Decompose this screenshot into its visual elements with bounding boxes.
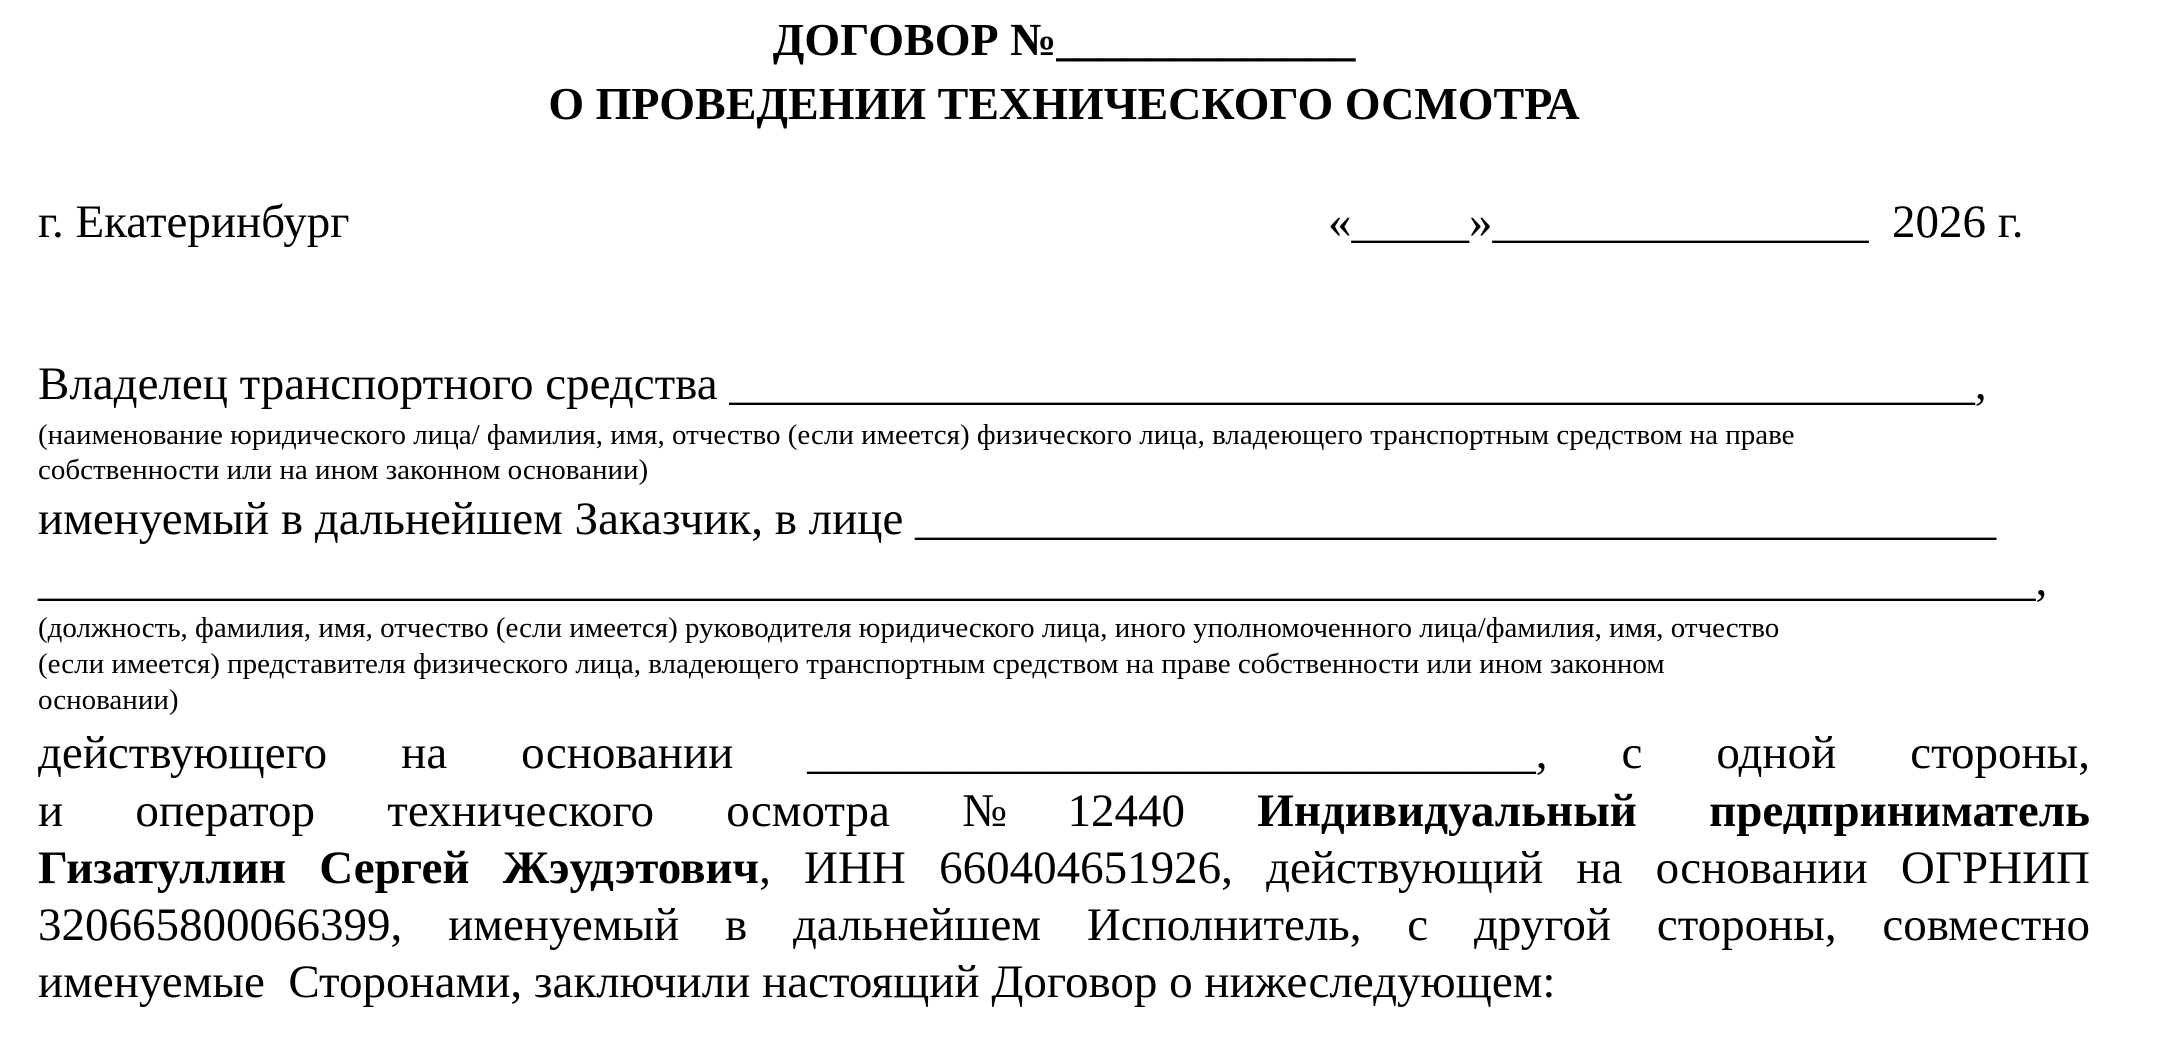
contract-subject-line: О ПРОВЕДЕНИИ ТЕХНИЧЕСКОГО ОСМОТРА [548,78,1580,129]
representative-fill-blank: _____________________________________________________________________________________ [38,554,2036,606]
customer-line [38,491,1996,547]
representative-comma: , [2035,554,2048,606]
basis-line [38,725,2090,781]
basis-suffix: , с одной стороны, [1535,727,2090,779]
operator-ogrnip-line: 320665800066399, именуемый в дальнейшем Исполнитель, с другой стороны, совместно [38,899,2090,951]
basis-fill-blank: _______________________________ [807,727,1536,779]
closing-line: именуемые Сторонами, заключили настоящий Договор о нижеследующем: [38,956,1556,1008]
contract-number-prefix: ДОГОВОР № [772,14,1057,65]
operator-inn: , ИНН 660404651926, действующий на основании ОГРНИП [759,842,2090,894]
operator-line [38,783,2090,839]
operator-name-line [38,840,2090,896]
contract-number-line [38,12,2090,67]
owner-note-line-2: собственности или на ином законном основании) [38,454,649,486]
vehicle-owner-line [38,356,1987,412]
operator-title: Индивидуальный предприниматель [1257,785,2091,837]
date-line: «_____»________________ 2026 г. [1328,196,2024,248]
owner-note-line-1: (наименование юридического лица/ фамилия, имя, отчество (если имеется) физического лица, владеющего транспортным средством на праве [38,419,1795,451]
contract-number-blank: _____________ [1056,14,1356,65]
owner-comma: , [1974,358,1987,410]
representative-note-line-3: основании) [38,684,179,716]
city-label: г. Екатеринбург [38,196,350,248]
representative-note-line-2: (если имеется) представителя физического лица, владеющего транспортным средством на праве собственности или ином законном [38,648,1665,680]
basis-label: действующего на основании [38,727,808,779]
operator-name: Гизатуллин Сергей Жэудэтович [38,842,760,894]
customer-label: именуемый в дальнейшем Заказчик, в лице [38,493,916,545]
representative-blank-line [38,552,2047,608]
customer-fill-blank: ______________________________________________ [915,493,1997,545]
owner-fill-blank: _____________________________________________________ [729,358,1975,410]
representative-note-line-1: (должность, фамилия, имя, отчество (если имеется) руководителя юридического лица, иного уполномоченного лица/фамилия, имя, отчество [38,612,1780,644]
operator-prefix: и оператор технического осмотра №12440 [38,785,1258,837]
owner-label: Владелец транспортного средства [38,358,730,410]
